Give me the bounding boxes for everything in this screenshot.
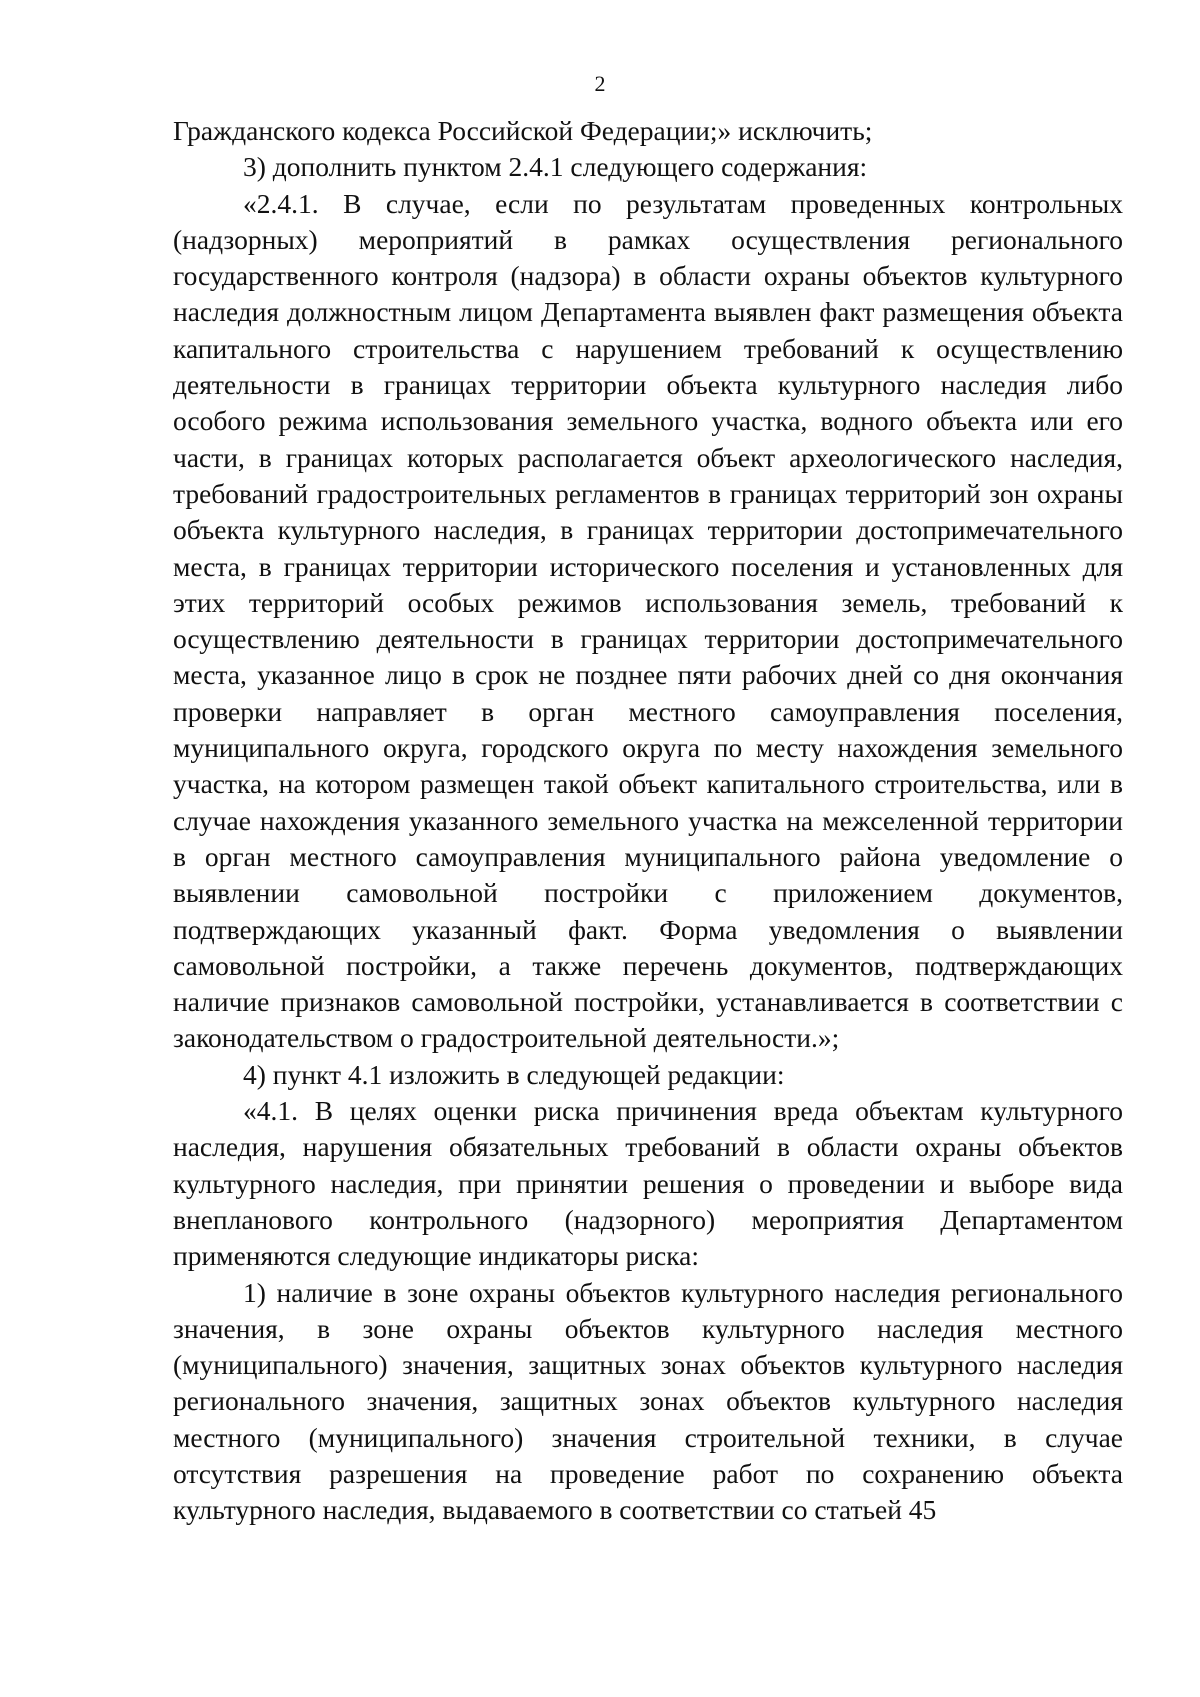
paragraph-continuation: Гражданского кодекса Российской Федерации;» исключить; [173,115,873,146]
page-number: 2 [594,71,606,96]
paragraph-item-3: 3) дополнить пунктом 2.4.1 следующего содержания: [243,151,868,183]
paragraph-indicator-1: 1) наличие в зоне охраны объектов культурного наследия регионального значения, в зоне охраны объектов культурного наследия местного (муниципального) значения, защитных зонах объектов культурного наследия регионального значения, защитных зонах объектов культурного наследия местного (муниципального) значения строительной техники, в случае отсутствия разрешения на проведение работ по сохранению объекта культурного наследия, выдаваемого в соответствии со статьей 45 [173,1276,1123,1526]
paragraph-clause-2-4-1: «2.4.1. В случае, если по результатам проведенных контрольных (надзорных) мероприятий в рамках осуществления регионального государственного контроля (надзора) в области охраны объектов культурного наследия должностным лицом Департамента выявлен факт размещения объекта капитального строительства с нарушением требований к осуществлению деятельности в границах территории объекта культурного наследия либо особого режима использования земельного участка, водного объекта или его части, в границах которых располагается объект археологического наследия, требований градостроительных регламентов в границах территорий зон охраны объекта культурного наследия, в границах территории достопримечательного места, в границах территории исторического поселения и установленных для этих территорий особых режимов использования земель, требований к осуществлению деятельности в границах территории достопримечательного места, указанное лицо в срок не позднее пяти рабочих дней со дня окончания проверки направляет в орган местного самоуправления поселения, муниципального округа, городского округа по месту нахождения земельного участка, на котором размещен такой объект капитального строительства, или в случае нахождения указанного земельного участка на межселенной территории в орган местного самоуправления муниципального района уведомление о выявлении самовольной постройки с приложением документов, подтверждающих указанный факт. Форма уведомления о выявлении самовольной постройки, а также перечень документов, подтверждающих наличие признаков самовольной постройки, устанавливается в соответствии с законодательством о градостроительной деятельности.»; [173,187,1123,1054]
document-body [173,113,1123,1529]
paragraph-clause-4-1: «4.1. В целях оценки риска причинения вреда объектам культурного наследия, нарушения обязательных требований в области охраны объектов культурного наследия, при принятии решения о проведении и выборе вида внепланового контрольного (надзорного) мероприятия Департаментом применяются следующие индикаторы риска: [173,1095,1123,1272]
paragraph-item-4: 4) пункт 4.1 изложить в следующей редакции: [243,1058,785,1090]
